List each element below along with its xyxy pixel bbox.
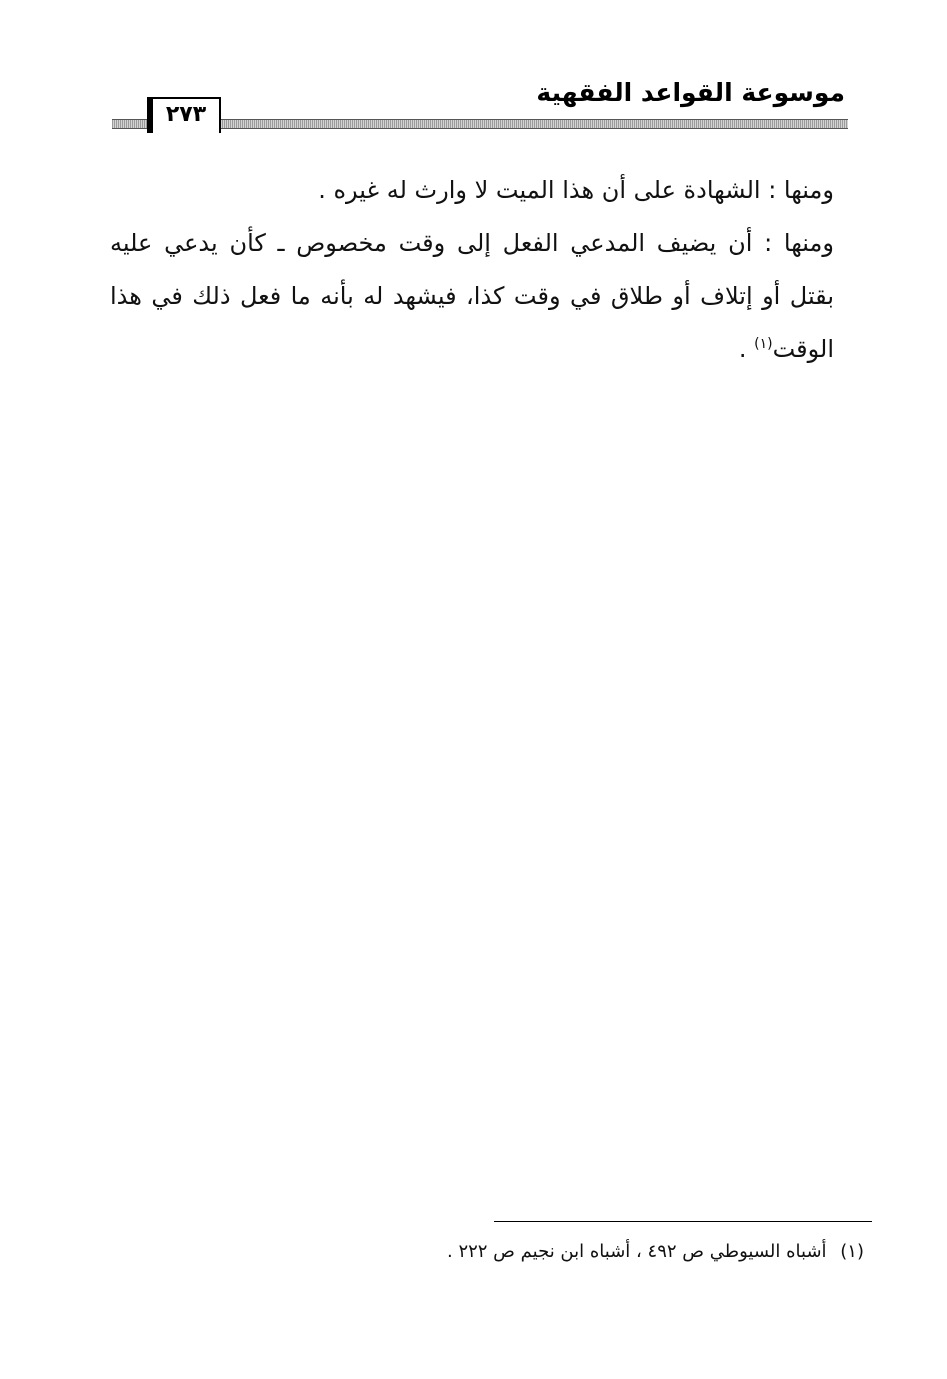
footnote <box>447 1241 864 1262</box>
header-rule <box>112 119 848 129</box>
footnote-reference[interactable]: (١) <box>754 336 773 352</box>
body-text <box>110 164 834 376</box>
footnote-number: (١) <box>840 1241 864 1262</box>
running-header-title: موسوعة القواعد الفقهية <box>536 78 845 107</box>
paragraph-2-end: . <box>738 335 755 363</box>
footnote-text: أشباه السيوطي ص ٤٩٢ ، أشباه ابن نجيم ص ٢٢٢ . <box>446 1241 827 1262</box>
page-number-box <box>147 97 221 133</box>
paragraph-2-text: ومنها : أن يضيف المدعي الفعل إلى وقت مخصوص ـ كأن يدعي عليه بقتل أو إتلاف أو طلاق في وقت كذا، فيشهد له بأنه ما فعل ذلك في هذا الوقت <box>110 229 834 363</box>
paragraph-2 <box>110 217 834 376</box>
footnote-separator <box>494 1221 872 1222</box>
page-number: ٢٧٣ <box>165 102 207 127</box>
paragraph-1: ومنها : الشهادة على أن هذا الميت لا وارث له غيره . <box>318 176 834 204</box>
